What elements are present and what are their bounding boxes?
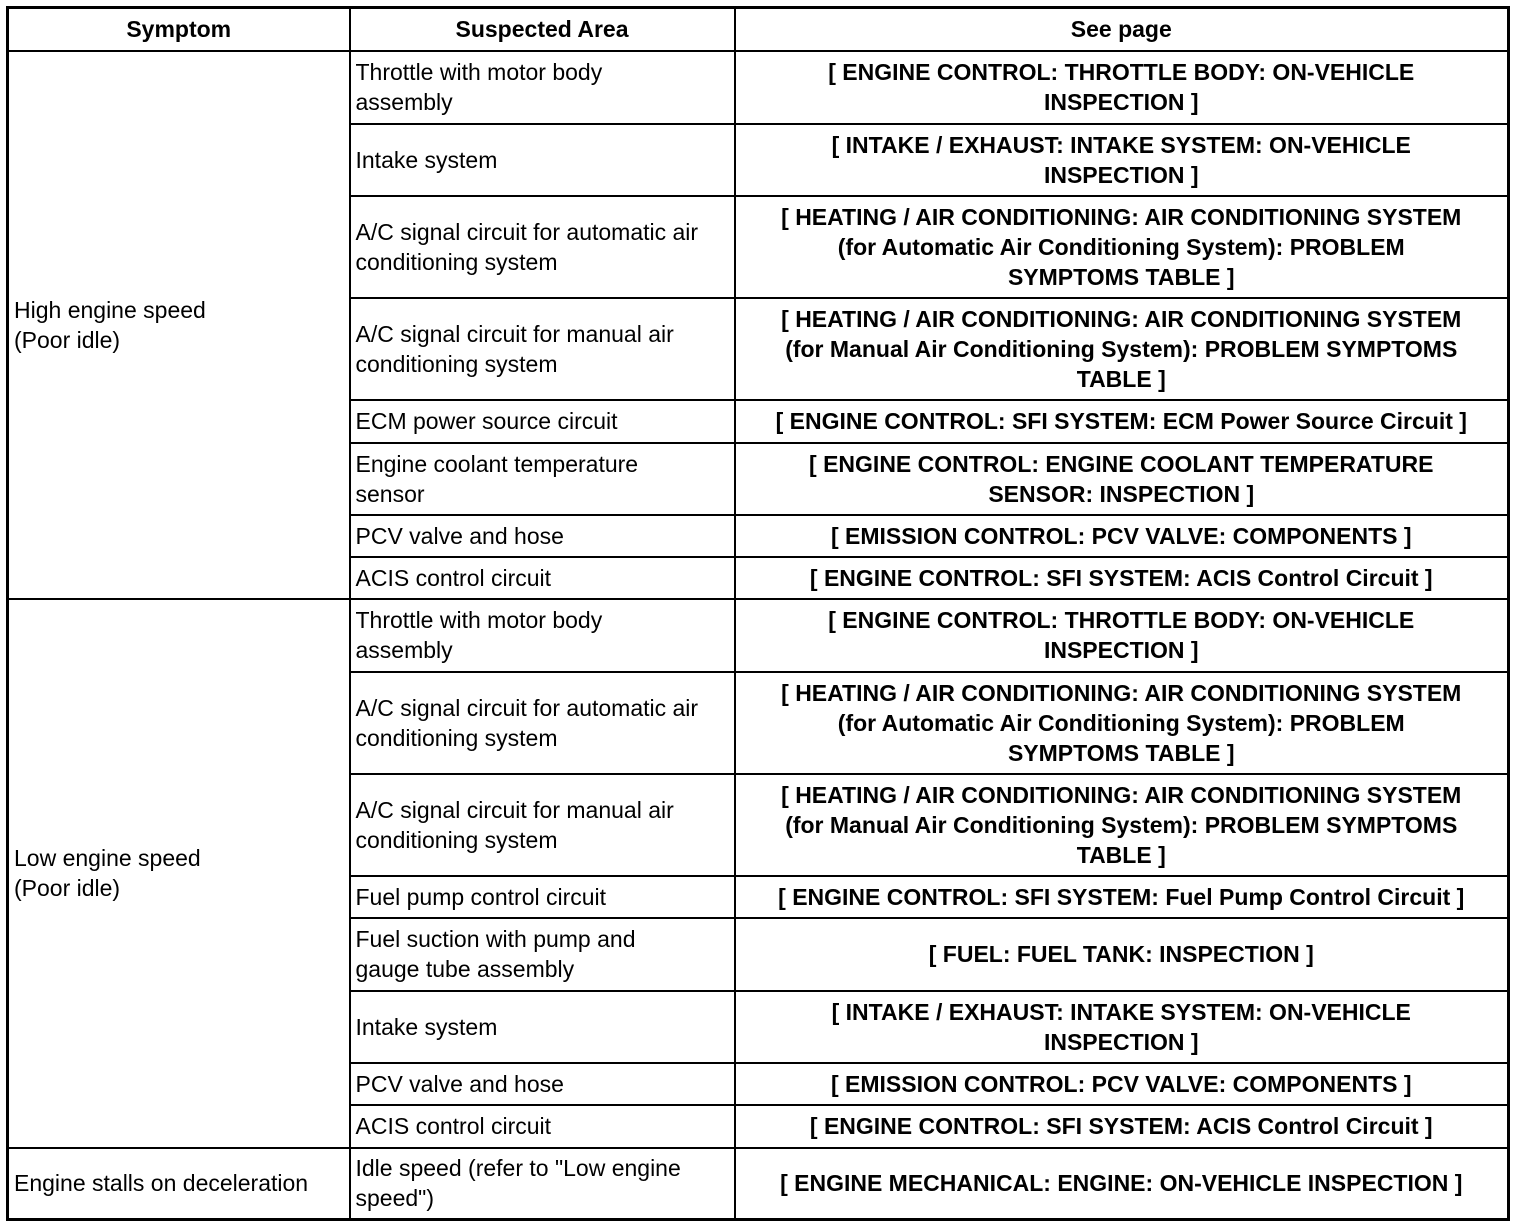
header-row xyxy=(8,8,1509,51)
suspected-area-cell xyxy=(350,991,735,1063)
see-page-cell xyxy=(735,51,1509,124)
see-page-text: [ INTAKE / EXHAUST: INTAKE SYSTEM: ON-VEHICLE INSPECTION ] xyxy=(831,131,1411,188)
header-symptom: Symptom xyxy=(8,8,350,51)
suspected-area-cell xyxy=(350,557,735,599)
suspected-area-text: Intake system xyxy=(355,146,498,173)
suspected-area-cell xyxy=(350,599,735,672)
symptom-cell xyxy=(8,599,350,1148)
suspected-area-text: A/C signal circuit for automatic air conditioning system xyxy=(355,218,699,275)
suspected-area-cell xyxy=(350,1063,735,1105)
see-page-text: [ ENGINE MECHANICAL: ENGINE: ON-VEHICLE INSPECTION ] xyxy=(780,1170,1463,1197)
suspected-area-cell xyxy=(350,196,735,298)
suspected-area-cell xyxy=(350,774,735,876)
suspected-area-text: Fuel suction with pump and gauge tube assembly xyxy=(355,926,636,982)
see-page-cell xyxy=(735,991,1509,1063)
see-page-cell xyxy=(735,1105,1509,1148)
suspected-area-text: Fuel pump control circuit xyxy=(355,883,607,910)
suspected-area-text: Idle speed (refer to "Low engine speed") xyxy=(355,1155,681,1212)
suspected-area-text: A/C signal circuit for manual air conditioning system xyxy=(355,796,674,853)
see-page-cell xyxy=(735,1148,1509,1220)
suspected-area-text: ACIS control circuit xyxy=(355,564,552,591)
symptom-text: Low engine speed (Poor idle) xyxy=(14,845,201,901)
see-page-cell xyxy=(735,400,1509,443)
suspected-area-cell xyxy=(350,918,735,991)
see-page-cell xyxy=(735,196,1509,298)
see-page-cell xyxy=(735,515,1509,557)
see-page-cell xyxy=(735,672,1509,774)
see-page-cell xyxy=(735,298,1509,400)
see-page-cell xyxy=(735,918,1509,991)
see-page-text: [ EMISSION CONTROL: PCV VALVE: COMPONENTS ] xyxy=(830,1070,1412,1097)
see-page-text: [ HEATING / AIR CONDITIONING: AIR CONDITIONING SYSTEM (for Automatic Air Conditioning System): PROBLEM SYMPTOMS TABLE ] xyxy=(781,203,1462,290)
see-page-text: [ FUEL: FUEL TANK: INSPECTION ] xyxy=(928,941,1314,967)
header-suspected-area: Suspected Area xyxy=(350,8,735,51)
suspected-area-cell xyxy=(350,876,735,918)
suspected-area-text: PCV valve and hose xyxy=(355,1070,564,1097)
suspected-area-cell xyxy=(350,1105,735,1148)
table-row xyxy=(8,1148,1509,1220)
symptom-text: High engine speed (Poor idle) xyxy=(14,296,206,353)
suspected-area-cell xyxy=(350,298,735,400)
see-page-cell xyxy=(735,557,1509,599)
suspected-area-cell xyxy=(350,443,735,515)
suspected-area-text: Engine coolant temperature sensor xyxy=(355,450,639,507)
suspected-area-text: A/C signal circuit for manual air conditioning system xyxy=(355,320,674,377)
see-page-text: [ HEATING / AIR CONDITIONING: AIR CONDITIONING SYSTEM (for Manual Air Conditioning System): PROBLEM SYMPTOMS TABLE ] xyxy=(781,781,1462,868)
see-page-text: [ ENGINE CONTROL: SFI SYSTEM: ACIS Control Circuit ] xyxy=(809,564,1433,591)
suspected-area-text: Throttle with motor body assembly xyxy=(355,59,603,115)
symptom-cell xyxy=(8,51,350,599)
see-page-text: [ ENGINE CONTROL: SFI SYSTEM: ACIS Control Circuit ] xyxy=(809,1113,1433,1139)
see-page-text: [ HEATING / AIR CONDITIONING: AIR CONDITIONING SYSTEM (for Automatic Air Conditioning System): PROBLEM SYMPTOMS TABLE ] xyxy=(781,679,1462,766)
table-row xyxy=(8,51,1509,124)
suspected-area-text: ECM power source circuit xyxy=(355,408,618,434)
see-page-text: [ ENGINE CONTROL: THROTTLE BODY: ON-VEHICLE INSPECTION ] xyxy=(828,607,1415,663)
suspected-area-text: PCV valve and hose xyxy=(355,522,564,549)
see-page-cell xyxy=(735,774,1509,876)
header-see-page: See page xyxy=(735,8,1509,51)
suspected-area-cell xyxy=(350,124,735,196)
symptom-cell xyxy=(8,1148,350,1220)
suspected-area-cell xyxy=(350,400,735,443)
see-page-text: [ EMISSION CONTROL: PCV VALVE: COMPONENTS ] xyxy=(830,522,1412,549)
suspected-area-cell xyxy=(350,1148,735,1220)
see-page-text: [ INTAKE / EXHAUST: INTAKE SYSTEM: ON-VEHICLE INSPECTION ] xyxy=(831,998,1411,1055)
see-page-cell xyxy=(735,876,1509,918)
see-page-cell xyxy=(735,124,1509,196)
suspected-area-cell xyxy=(350,672,735,774)
see-page-text: [ HEATING / AIR CONDITIONING: AIR CONDITIONING SYSTEM (for Manual Air Conditioning System): PROBLEM SYMPTOMS TABLE ] xyxy=(781,305,1462,392)
see-page-text: [ ENGINE CONTROL: SFI SYSTEM: Fuel Pump Control Circuit ] xyxy=(778,883,1465,910)
suspected-area-cell xyxy=(350,51,735,124)
suspected-area-text: A/C signal circuit for automatic air conditioning system xyxy=(355,694,699,751)
see-page-cell xyxy=(735,443,1509,515)
see-page-text: [ ENGINE CONTROL: THROTTLE BODY: ON-VEHICLE INSPECTION ] xyxy=(828,59,1415,115)
suspected-area-text: ACIS control circuit xyxy=(355,1113,552,1139)
problem-symptoms-table xyxy=(6,6,1510,1221)
symptom-text: Engine stalls on deceleration xyxy=(14,1170,309,1197)
see-page-text: [ ENGINE CONTROL: SFI SYSTEM: ECM Power Source Circuit ] xyxy=(775,408,1467,434)
suspected-area-text: Throttle with motor body assembly xyxy=(355,607,603,663)
suspected-area-cell xyxy=(350,515,735,557)
see-page-cell xyxy=(735,599,1509,672)
table-row xyxy=(8,599,1509,672)
see-page-text: [ ENGINE CONTROL: ENGINE COOLANT TEMPERATURE SENSOR: INSPECTION ] xyxy=(809,450,1434,507)
see-page-cell xyxy=(735,1063,1509,1105)
suspected-area-text: Intake system xyxy=(355,1013,498,1040)
